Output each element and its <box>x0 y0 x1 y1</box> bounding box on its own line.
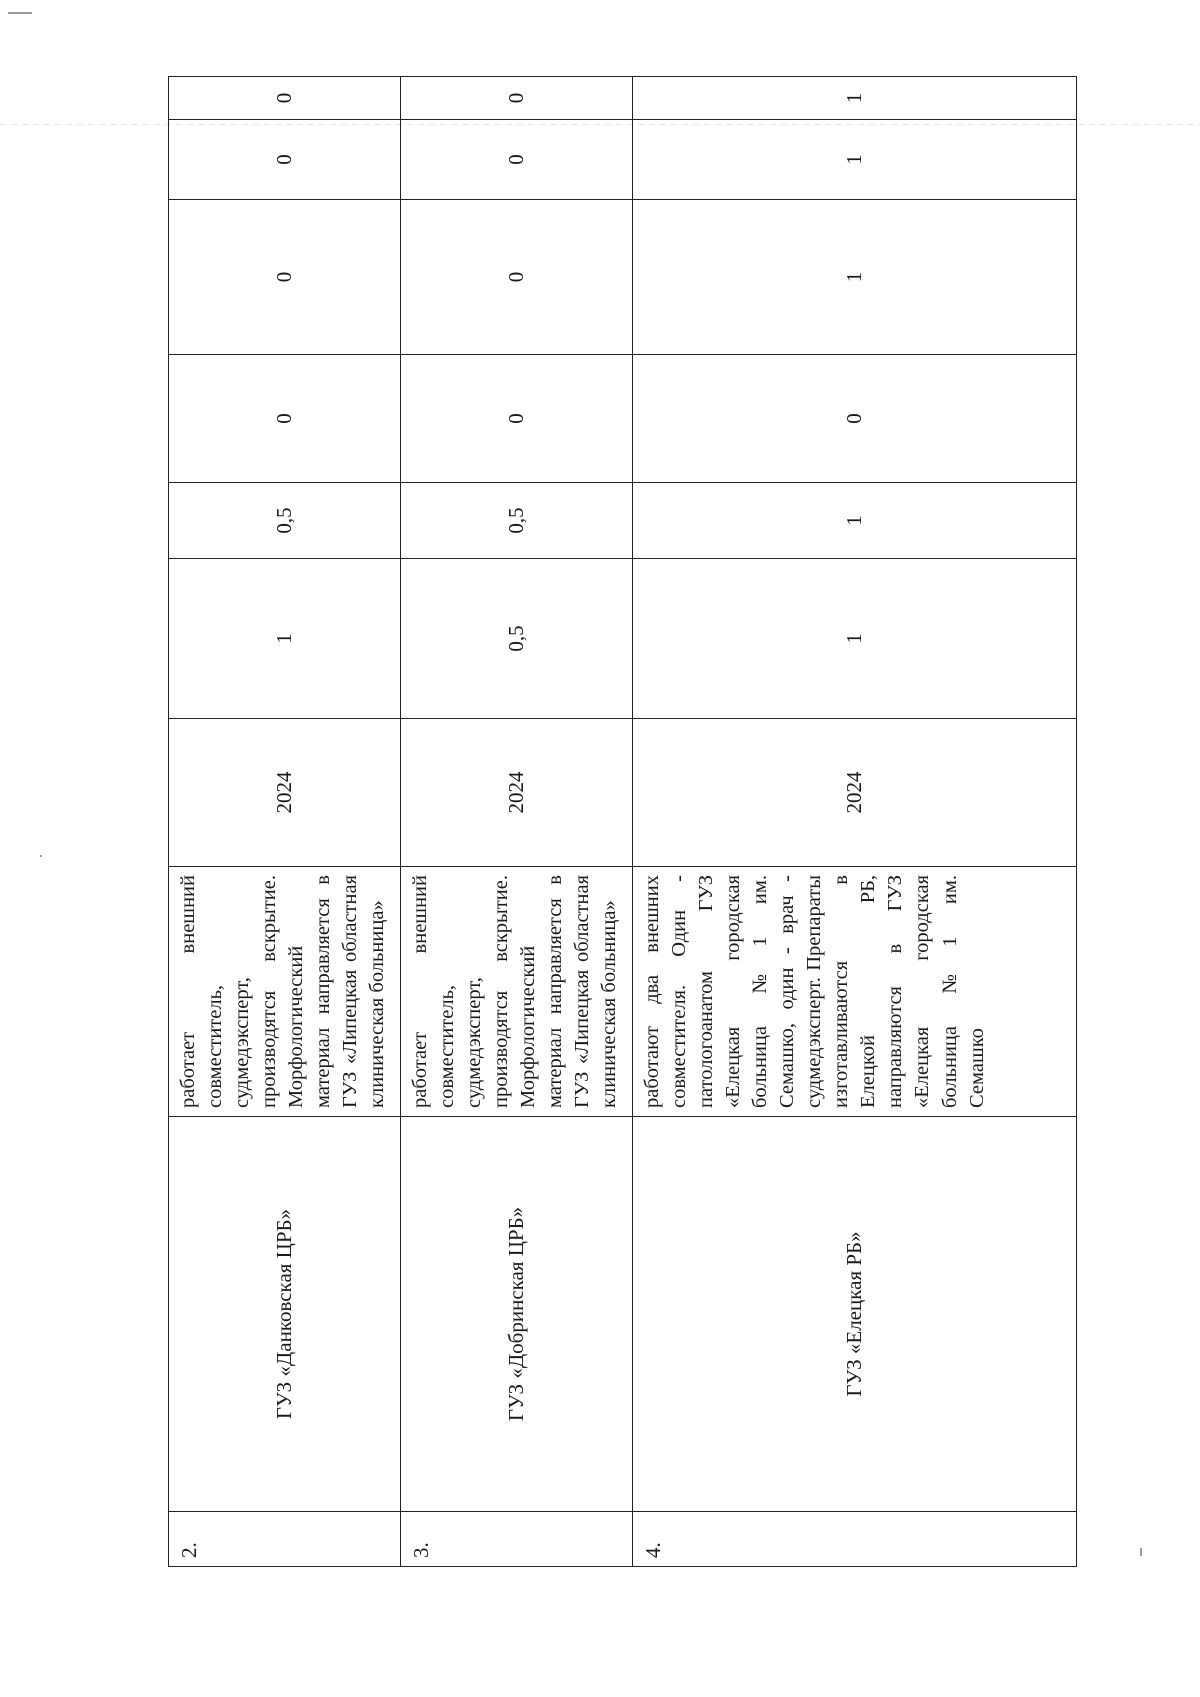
value-cell: 0 <box>633 355 1077 483</box>
organization-name: ГУЗ «Данковская ЦРБ» <box>169 1117 401 1512</box>
row-number: 3. <box>401 1512 633 1567</box>
value-cell: 0 <box>401 77 633 120</box>
organization-name: ГУЗ «Добринская ЦРБ» <box>401 1117 633 1512</box>
value-cell: 0 <box>401 120 633 200</box>
value-cell: 0 <box>169 77 401 120</box>
row-number: 4. <box>633 1512 1077 1567</box>
row-number: 2. <box>169 1512 401 1567</box>
staffing-description: работают два внешних совместителя. Один - патологоанатом ГУЗ «Елецкая городская больница №1 им. Семашко, один - врач - судмедэксперт. Препараты изготавливаются в Елецкой РБ, направляются в ГУЗ «Елецкая городская больница №1 им. Семашко <box>633 867 1077 1117</box>
year-cell: 2024 <box>633 719 1077 867</box>
value-cell: 0,5 <box>169 483 401 559</box>
value-cell: 0 <box>169 355 401 483</box>
value-cell: 1 <box>633 77 1077 120</box>
value-cell: 1 <box>633 483 1077 559</box>
value-cell: 0 <box>401 355 633 483</box>
scan-speck <box>40 855 42 857</box>
year-cell: 2024 <box>401 719 633 867</box>
scan-speck <box>1140 1548 1142 1556</box>
staffing-description: работает внешний совместитель, судмедэксперт, производятся вскрытие. Морфологический материал направляется в ГУЗ «Липецкая областная клиническая больница» <box>401 867 633 1117</box>
value-cell: 1 <box>169 559 401 719</box>
value-cell: 0 <box>169 120 401 200</box>
value-cell: 0,5 <box>401 559 633 719</box>
value-cell: 0 <box>401 200 633 355</box>
rotated-table-wrapper <box>168 77 1076 1567</box>
value-cell: 1 <box>633 120 1077 200</box>
value-cell: 1 <box>633 200 1077 355</box>
value-cell: 0,5 <box>401 483 633 559</box>
table-row <box>633 77 1077 1567</box>
staffing-table <box>168 76 1077 1567</box>
value-cell: 1 <box>633 559 1077 719</box>
organization-name: ГУЗ «Елецкая РБ» <box>633 1117 1077 1512</box>
year-cell: 2024 <box>169 719 401 867</box>
scan-speck <box>8 12 32 14</box>
table-row <box>169 77 401 1567</box>
value-cell: 0 <box>169 200 401 355</box>
table-row <box>401 77 633 1567</box>
staffing-description: работает внешний совместитель, судмедэксперт, производятся вскрытие. Морфологический материал направляется в ГУЗ «Липецкая областная клиническая больница» <box>169 867 401 1117</box>
